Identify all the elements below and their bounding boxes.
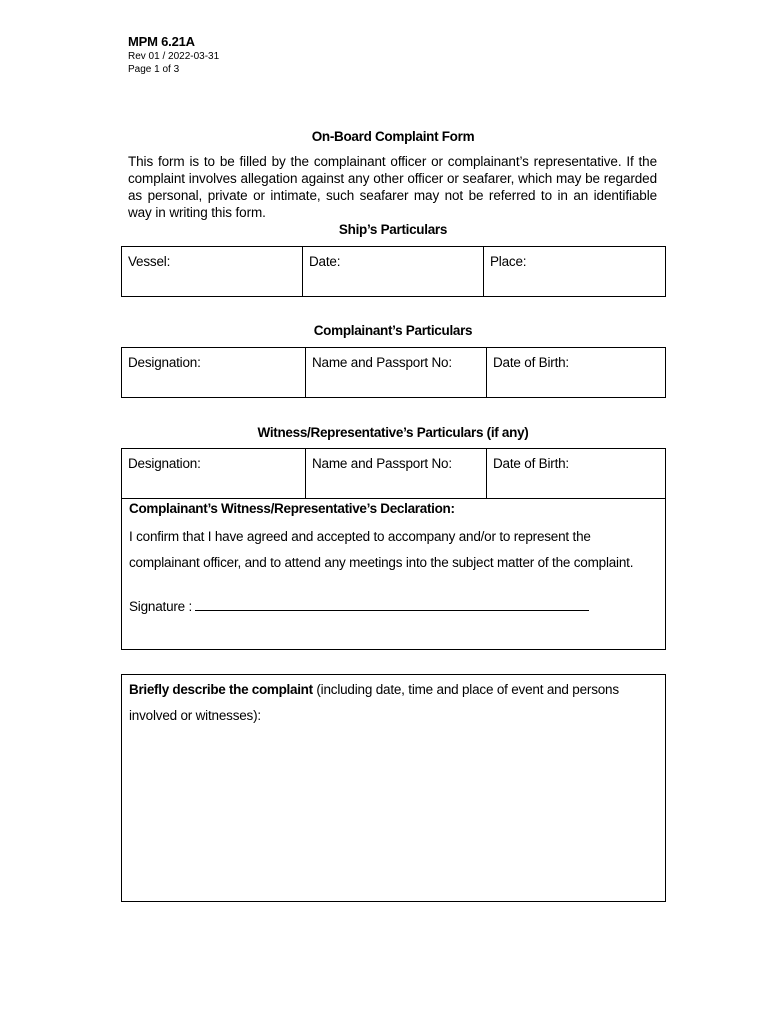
document-header — [128, 34, 219, 76]
declaration-heading: Complainant’s Witness/Representative’s Declaration: — [129, 501, 455, 516]
place-field[interactable]: Place: — [484, 247, 666, 297]
witness-designation-field[interactable]: Designation: — [122, 449, 306, 499]
form-title: On-Board Complaint Form — [311, 129, 475, 144]
complaint-description-bold: Briefly describe the complaint — [129, 682, 313, 697]
complaint-description-rest: (including date, time and place of event and persons involved or witnesses): — [129, 682, 619, 723]
date-field[interactable]: Date: — [303, 247, 484, 297]
document-revision: Rev 01 / 2022-03-31 — [128, 51, 220, 62]
signature-label: Signature : — [129, 599, 193, 614]
complainant-particulars-title: Complainant’s Particulars — [313, 323, 473, 338]
complaint-description-box[interactable] — [121, 674, 666, 902]
vessel-field[interactable]: Vessel: — [122, 247, 303, 297]
declaration-box — [121, 498, 666, 650]
complainant-dob-field[interactable]: Date of Birth: — [487, 348, 666, 398]
witness-name-passport-field[interactable]: Name and Passport No: — [306, 449, 487, 499]
complainant-particulars-table — [121, 347, 666, 398]
document-code: MPM 6.21A — [128, 34, 195, 49]
witness-particulars-title: Witness/Representative’s Particulars (if any) — [257, 425, 529, 440]
witness-dob-field[interactable]: Date of Birth: — [487, 449, 666, 499]
complaint-description-prompt — [129, 677, 659, 729]
complainant-name-passport-field[interactable]: Name and Passport No: — [306, 348, 487, 398]
declaration-text: I confirm that I have agreed and accepted to accompany and/or to represent the complainant officer, and to attend any meetings into the subject matter of the complaint. — [129, 529, 634, 570]
signature-line[interactable] — [195, 598, 589, 611]
signature-row — [129, 598, 589, 614]
intro-paragraph: This form is to be filled by the complainant officer or complainant’s representative. If the complaint involves allegation against any other officer or seafarer, which may be regarded as personal, private or intimate, such seafarer may not be referred to in an identifiable way in writing this form. — [128, 154, 657, 220]
ship-particulars-title: Ship’s Particulars — [338, 222, 448, 237]
ship-particulars-table — [121, 246, 666, 297]
complainant-designation-field[interactable]: Designation: — [122, 348, 306, 398]
witness-particulars-table — [121, 448, 666, 499]
page-number: Page 1 of 3 — [128, 64, 180, 75]
